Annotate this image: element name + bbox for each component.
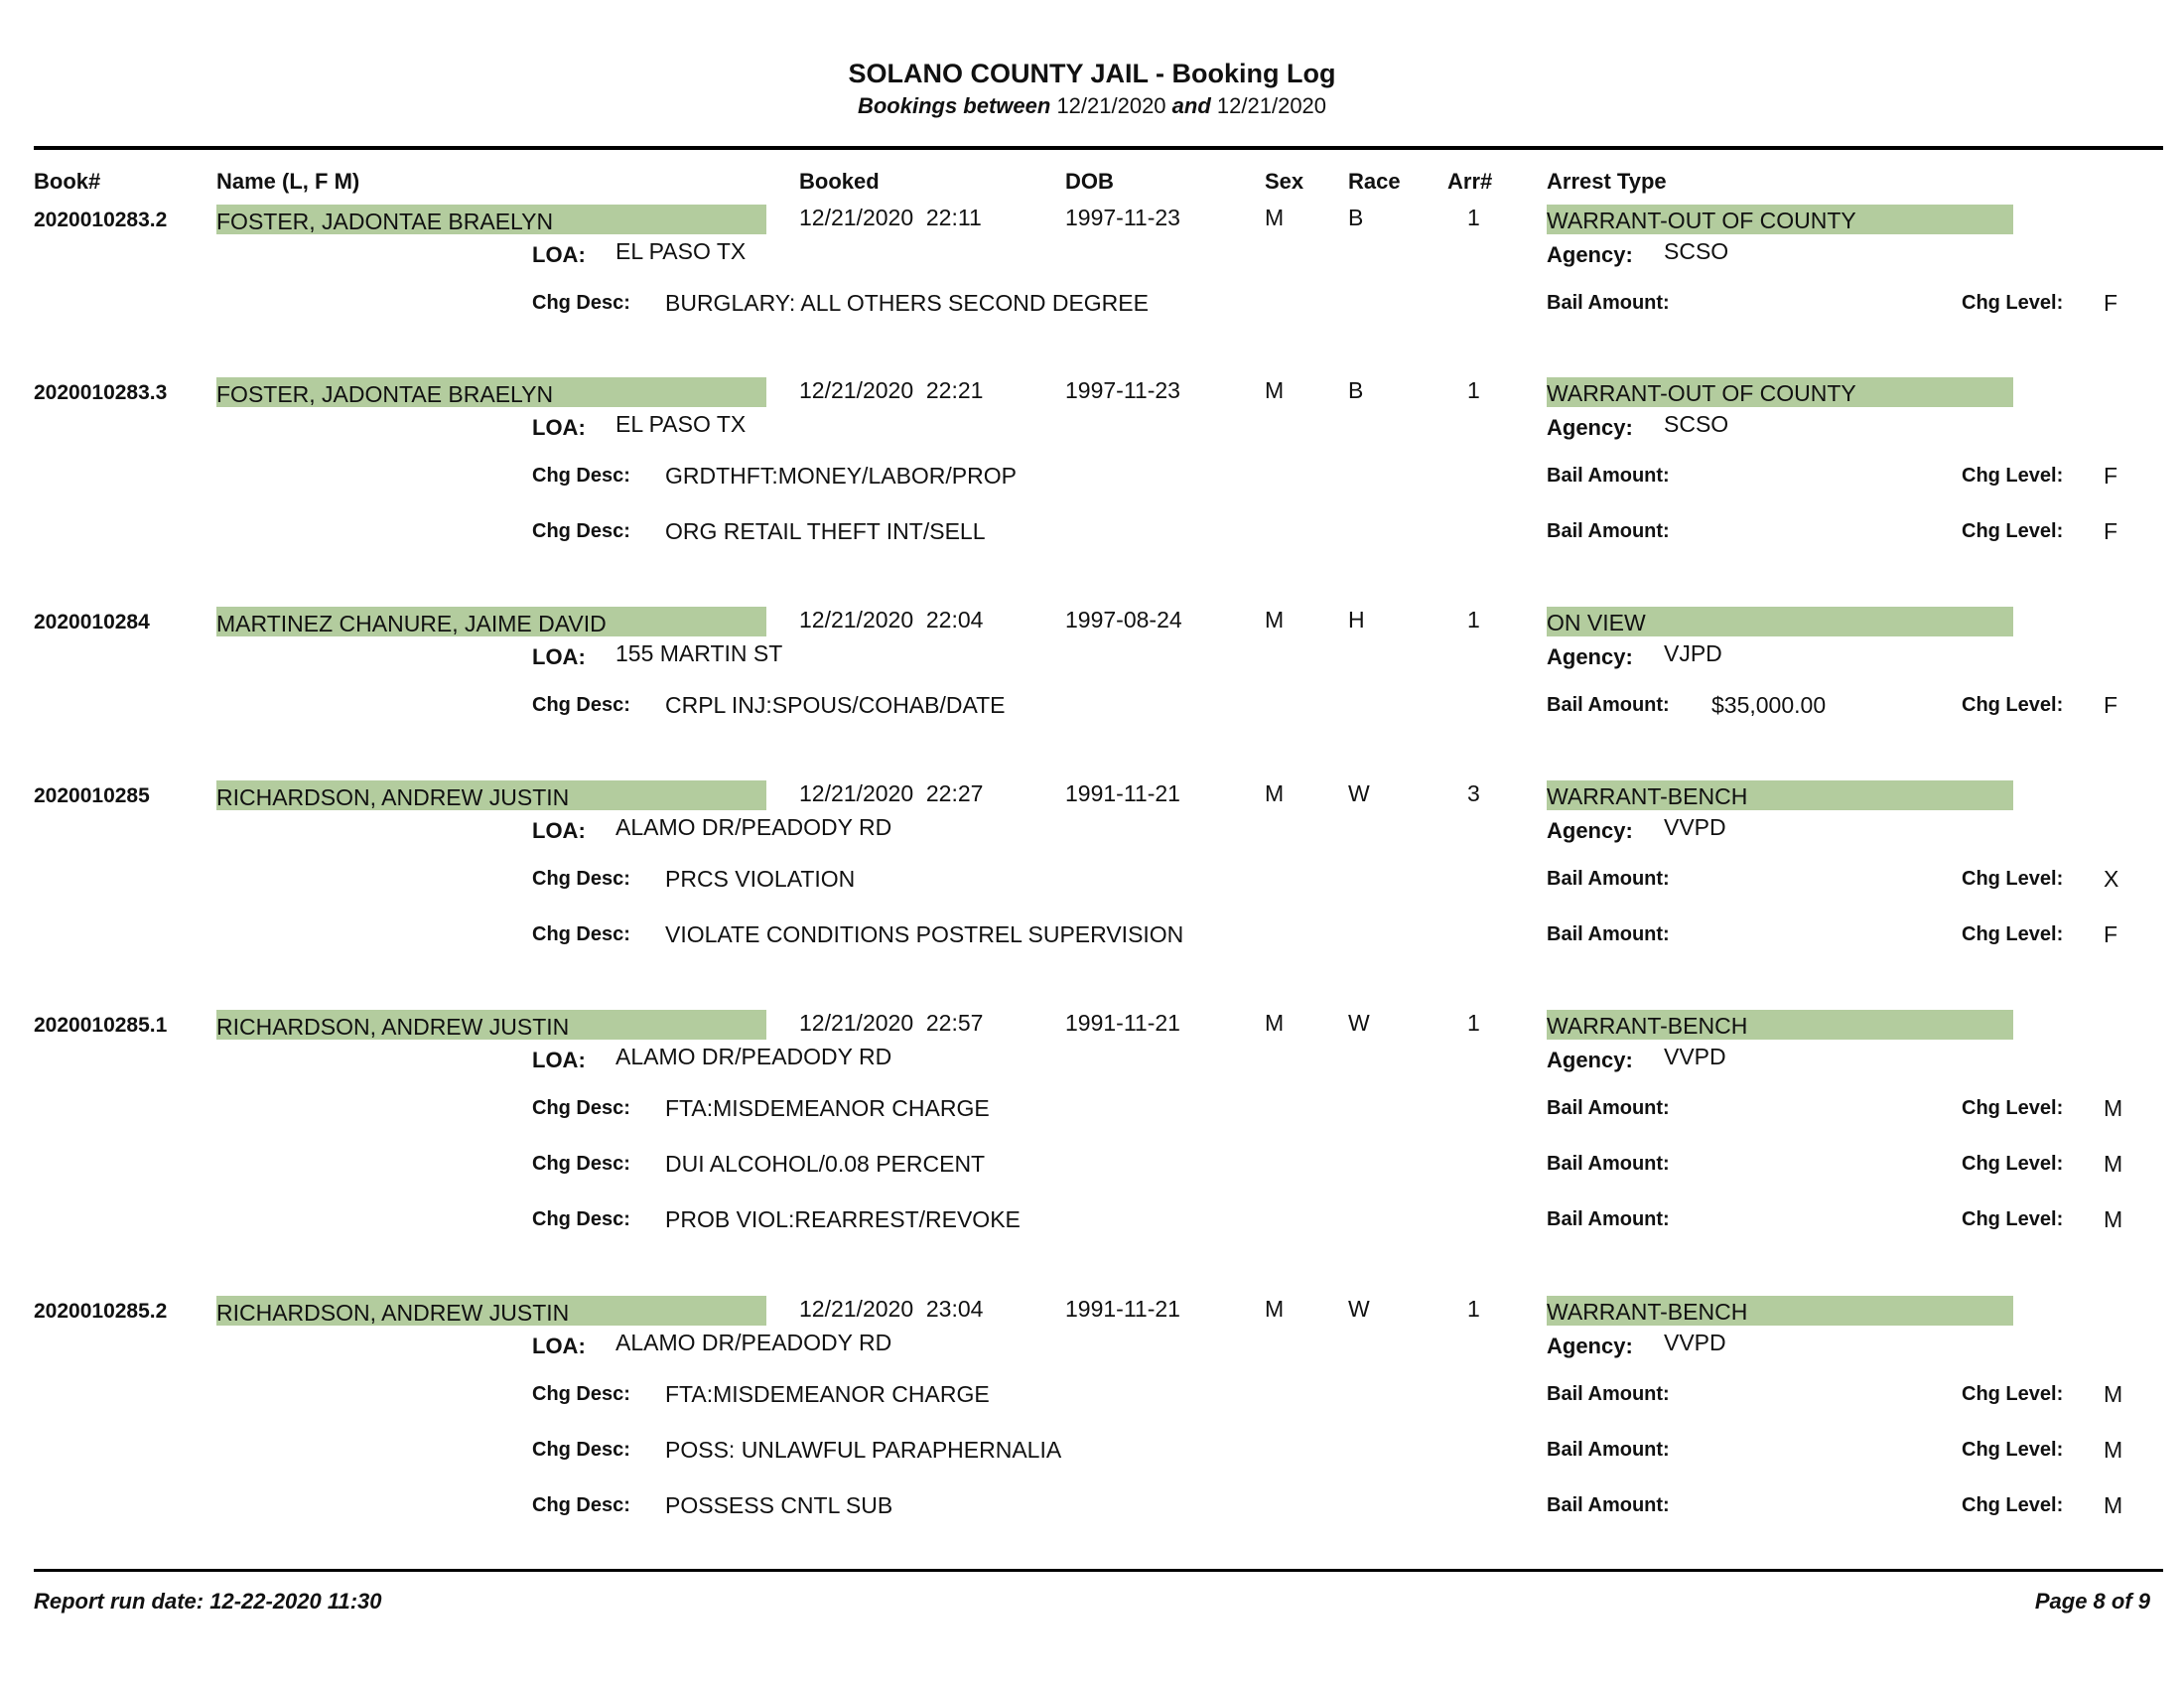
- booked-datetime: 12/21/2020 22:27: [799, 780, 984, 806]
- chg-desc-value: VIOLATE CONDITIONS POSTREL SUPERVISION: [665, 921, 1184, 947]
- bail-amount-value: $35,000.00: [1711, 692, 1827, 718]
- inmate-name: RICHARDSON, ANDREW JUSTIN: [216, 1010, 766, 1040]
- chg-level-label: Chg Level:: [1962, 292, 2064, 314]
- sex: M: [1265, 607, 1285, 633]
- booking-record: [0, 377, 2184, 606]
- book-number: 2020010284: [34, 611, 150, 633]
- bail-amount-label: Bail Amount:: [1547, 1439, 1670, 1461]
- chg-desc-label: Chg Desc:: [532, 1097, 630, 1119]
- col-header-booked: Booked: [799, 169, 880, 194]
- dob: 1991-11-21: [1065, 1010, 1180, 1036]
- loa-value: ALAMO DR/PEADODY RD: [615, 1330, 892, 1355]
- book-number: 2020010285.1: [34, 1014, 168, 1037]
- arrest-type: WARRANT-OUT OF COUNTY: [1547, 377, 2013, 407]
- booked-datetime: 12/21/2020 22:11: [799, 205, 982, 230]
- end-date: 12/21/2020: [1216, 93, 1327, 118]
- chg-level-label: Chg Level:: [1962, 1494, 2064, 1516]
- bail-amount-label: Bail Amount:: [1547, 1097, 1670, 1119]
- report-title: SOLANO COUNTY JAIL - Booking Log: [848, 59, 1336, 88]
- chg-desc-value: ORG RETAIL THEFT INT/SELL: [665, 518, 986, 544]
- dob: 1997-11-23: [1065, 205, 1180, 230]
- booked-datetime: 12/21/2020 22:04: [799, 607, 984, 633]
- agency-value: VVPD: [1664, 1330, 1726, 1355]
- arrest-type: WARRANT-BENCH: [1547, 1296, 2013, 1326]
- chg-level-value: F: [2104, 290, 2118, 316]
- chg-level-label: Chg Level:: [1962, 1383, 2064, 1405]
- bail-amount-label: Bail Amount:: [1547, 868, 1670, 890]
- arrest-type: WARRANT-BENCH: [1547, 780, 2013, 810]
- book-number: 2020010285.2: [34, 1300, 168, 1323]
- subtitle-and: and: [1171, 93, 1211, 118]
- dob: 1997-11-23: [1065, 377, 1180, 403]
- sex: M: [1265, 1010, 1285, 1036]
- col-header-race: Race: [1348, 169, 1401, 194]
- inmate-name: MARTINEZ CHANURE, JAIME DAVID: [216, 607, 766, 636]
- report-header: [0, 58, 2184, 121]
- race: W: [1348, 1010, 1370, 1036]
- loa-label: LOA:: [532, 242, 586, 267]
- loa-label: LOA:: [532, 644, 586, 669]
- report-subtitle: [0, 91, 2184, 121]
- bail-amount-label: Bail Amount:: [1547, 1208, 1670, 1230]
- chg-desc-value: FTA:MISDEMEANOR CHARGE: [665, 1095, 990, 1121]
- chg-desc-label: Chg Desc:: [532, 465, 630, 487]
- sex: M: [1265, 780, 1285, 806]
- booked-datetime: 12/21/2020 22:57: [799, 1010, 984, 1036]
- chg-level-value: M: [2104, 1437, 2123, 1463]
- agency-label: Agency:: [1547, 242, 1633, 267]
- loa-label: LOA:: [532, 818, 586, 843]
- bail-amount-label: Bail Amount:: [1547, 520, 1670, 542]
- loa-value: ALAMO DR/PEADODY RD: [615, 1044, 892, 1069]
- chg-level-label: Chg Level:: [1962, 520, 2064, 542]
- chg-desc-value: CRPL INJ:SPOUS/COHAB/DATE: [665, 692, 1006, 718]
- book-number: 2020010283.2: [34, 209, 168, 231]
- bail-amount-label: Bail Amount:: [1547, 923, 1670, 945]
- agency-label: Agency:: [1547, 644, 1633, 669]
- sex: M: [1265, 1296, 1285, 1322]
- chg-desc-label: Chg Desc:: [532, 1383, 630, 1405]
- race: W: [1348, 1296, 1370, 1322]
- chg-desc-value: PRCS VIOLATION: [665, 866, 856, 892]
- chg-desc-value: BURGLARY: ALL OTHERS SECOND DEGREE: [665, 290, 1149, 316]
- chg-level-value: F: [2104, 518, 2118, 544]
- chg-level-value: M: [2104, 1151, 2123, 1177]
- sex: M: [1265, 205, 1285, 230]
- chg-desc-label: Chg Desc:: [532, 1494, 630, 1516]
- chg-desc-label: Chg Desc:: [532, 923, 630, 945]
- chg-desc-value: POSS: UNLAWFUL PARAPHERNALIA: [665, 1437, 1062, 1463]
- agency-value: VVPD: [1664, 1044, 1726, 1069]
- arrest-type: WARRANT-BENCH: [1547, 1010, 2013, 1040]
- col-header-book: Book#: [34, 169, 101, 194]
- col-header-sex: Sex: [1265, 169, 1304, 194]
- arrest-number: 3: [1467, 780, 1480, 806]
- bail-amount-label: Bail Amount:: [1547, 1494, 1670, 1516]
- chg-desc-label: Chg Desc:: [532, 1153, 630, 1175]
- bail-amount-label: Bail Amount:: [1547, 292, 1670, 314]
- chg-level-value: F: [2104, 921, 2118, 947]
- chg-level-label: Chg Level:: [1962, 923, 2064, 945]
- chg-desc-label: Chg Desc:: [532, 1439, 630, 1461]
- booking-record: [0, 1010, 2184, 1238]
- arrest-number: 1: [1467, 1010, 1480, 1036]
- chg-level-value: F: [2104, 692, 2118, 718]
- dob: 1991-11-21: [1065, 780, 1180, 806]
- dob: 1997-08-24: [1065, 607, 1182, 633]
- chg-level-value: F: [2104, 463, 2118, 489]
- bail-amount-label: Bail Amount:: [1547, 465, 1670, 487]
- report-run-date: Report run date: 12-22-2020 11:30: [34, 1589, 382, 1614]
- chg-desc-label: Chg Desc:: [532, 1208, 630, 1230]
- subtitle-prefix: Bookings between: [857, 93, 1051, 118]
- bail-amount-label: Bail Amount:: [1547, 694, 1670, 716]
- agency-value: VVPD: [1664, 814, 1726, 840]
- loa-label: LOA:: [532, 1048, 586, 1072]
- chg-level-label: Chg Level:: [1962, 1097, 2064, 1119]
- agency-label: Agency:: [1547, 818, 1633, 843]
- booking-record: [0, 780, 2184, 1009]
- agency-label: Agency:: [1547, 1334, 1633, 1358]
- chg-desc-value: GRDTHFT:MONEY/LABOR/PROP: [665, 463, 1017, 489]
- chg-level-value: M: [2104, 1095, 2123, 1121]
- booked-datetime: 12/21/2020 22:21: [799, 377, 984, 403]
- chg-desc-label: Chg Desc:: [532, 868, 630, 890]
- agency-value: SCSO: [1664, 238, 1729, 264]
- bail-amount-label: Bail Amount:: [1547, 1383, 1670, 1405]
- race: B: [1348, 377, 1364, 403]
- chg-level-value: M: [2104, 1381, 2123, 1407]
- race: W: [1348, 780, 1370, 806]
- arrest-number: 1: [1467, 1296, 1480, 1322]
- loa-value: EL PASO TX: [615, 411, 747, 437]
- loa-value: 155 MARTIN ST: [615, 640, 783, 666]
- arrest-type: WARRANT-OUT OF COUNTY: [1547, 205, 2013, 234]
- chg-desc-label: Chg Desc:: [532, 694, 630, 716]
- race: H: [1348, 607, 1365, 633]
- chg-level-value: M: [2104, 1206, 2123, 1232]
- chg-desc-value: DUI ALCOHOL/0.08 PERCENT: [665, 1151, 986, 1177]
- sex: M: [1265, 377, 1285, 403]
- arrest-number: 1: [1467, 205, 1480, 230]
- loa-label: LOA:: [532, 1334, 586, 1358]
- book-number: 2020010283.3: [34, 381, 168, 404]
- chg-level-label: Chg Level:: [1962, 1439, 2064, 1461]
- chg-desc-label: Chg Desc:: [532, 292, 630, 314]
- chg-level-label: Chg Level:: [1962, 465, 2064, 487]
- footer-divider: [34, 1569, 2163, 1572]
- loa-label: LOA:: [532, 415, 586, 440]
- booked-datetime: 12/21/2020 23:04: [799, 1296, 984, 1322]
- inmate-name: FOSTER, JADONTAE BRAELYN: [216, 377, 766, 407]
- arrest-type: ON VIEW: [1547, 607, 2013, 636]
- agency-label: Agency:: [1547, 415, 1633, 440]
- inmate-name: RICHARDSON, ANDREW JUSTIN: [216, 780, 766, 810]
- col-header-name: Name (L, F M): [216, 169, 360, 194]
- loa-value: ALAMO DR/PEADODY RD: [615, 814, 892, 840]
- arrest-number: 1: [1467, 377, 1480, 403]
- chg-level-label: Chg Level:: [1962, 1153, 2064, 1175]
- race: B: [1348, 205, 1364, 230]
- loa-value: EL PASO TX: [615, 238, 747, 264]
- header-divider: [34, 146, 2163, 150]
- chg-level-value: M: [2104, 1492, 2123, 1518]
- book-number: 2020010285: [34, 784, 150, 807]
- chg-level-label: Chg Level:: [1962, 1208, 2064, 1230]
- chg-desc-value: POSSESS CNTL SUB: [665, 1492, 893, 1518]
- chg-desc-value: PROB VIOL:REARREST/REVOKE: [665, 1206, 1021, 1232]
- inmate-name: FOSTER, JADONTAE BRAELYN: [216, 205, 766, 234]
- agency-label: Agency:: [1547, 1048, 1633, 1072]
- arrest-number: 1: [1467, 607, 1480, 633]
- inmate-name: RICHARDSON, ANDREW JUSTIN: [216, 1296, 766, 1326]
- agency-value: SCSO: [1664, 411, 1729, 437]
- booking-record: [0, 1296, 2184, 1524]
- chg-level-label: Chg Level:: [1962, 694, 2064, 716]
- col-header-arr: Arr#: [1447, 169, 1493, 194]
- chg-desc-label: Chg Desc:: [532, 520, 630, 542]
- col-header-dob: DOB: [1065, 169, 1114, 194]
- col-header-arrest-type: Arrest Type: [1547, 169, 1667, 194]
- chg-desc-value: FTA:MISDEMEANOR CHARGE: [665, 1381, 990, 1407]
- dob: 1991-11-21: [1065, 1296, 1180, 1322]
- chg-level-value: X: [2104, 866, 2119, 892]
- agency-value: VJPD: [1664, 640, 1722, 666]
- start-date: 12/21/2020: [1056, 93, 1166, 118]
- bail-amount-label: Bail Amount:: [1547, 1153, 1670, 1175]
- page-number: Page 8 of 9: [2034, 1589, 2150, 1614]
- chg-level-label: Chg Level:: [1962, 868, 2064, 890]
